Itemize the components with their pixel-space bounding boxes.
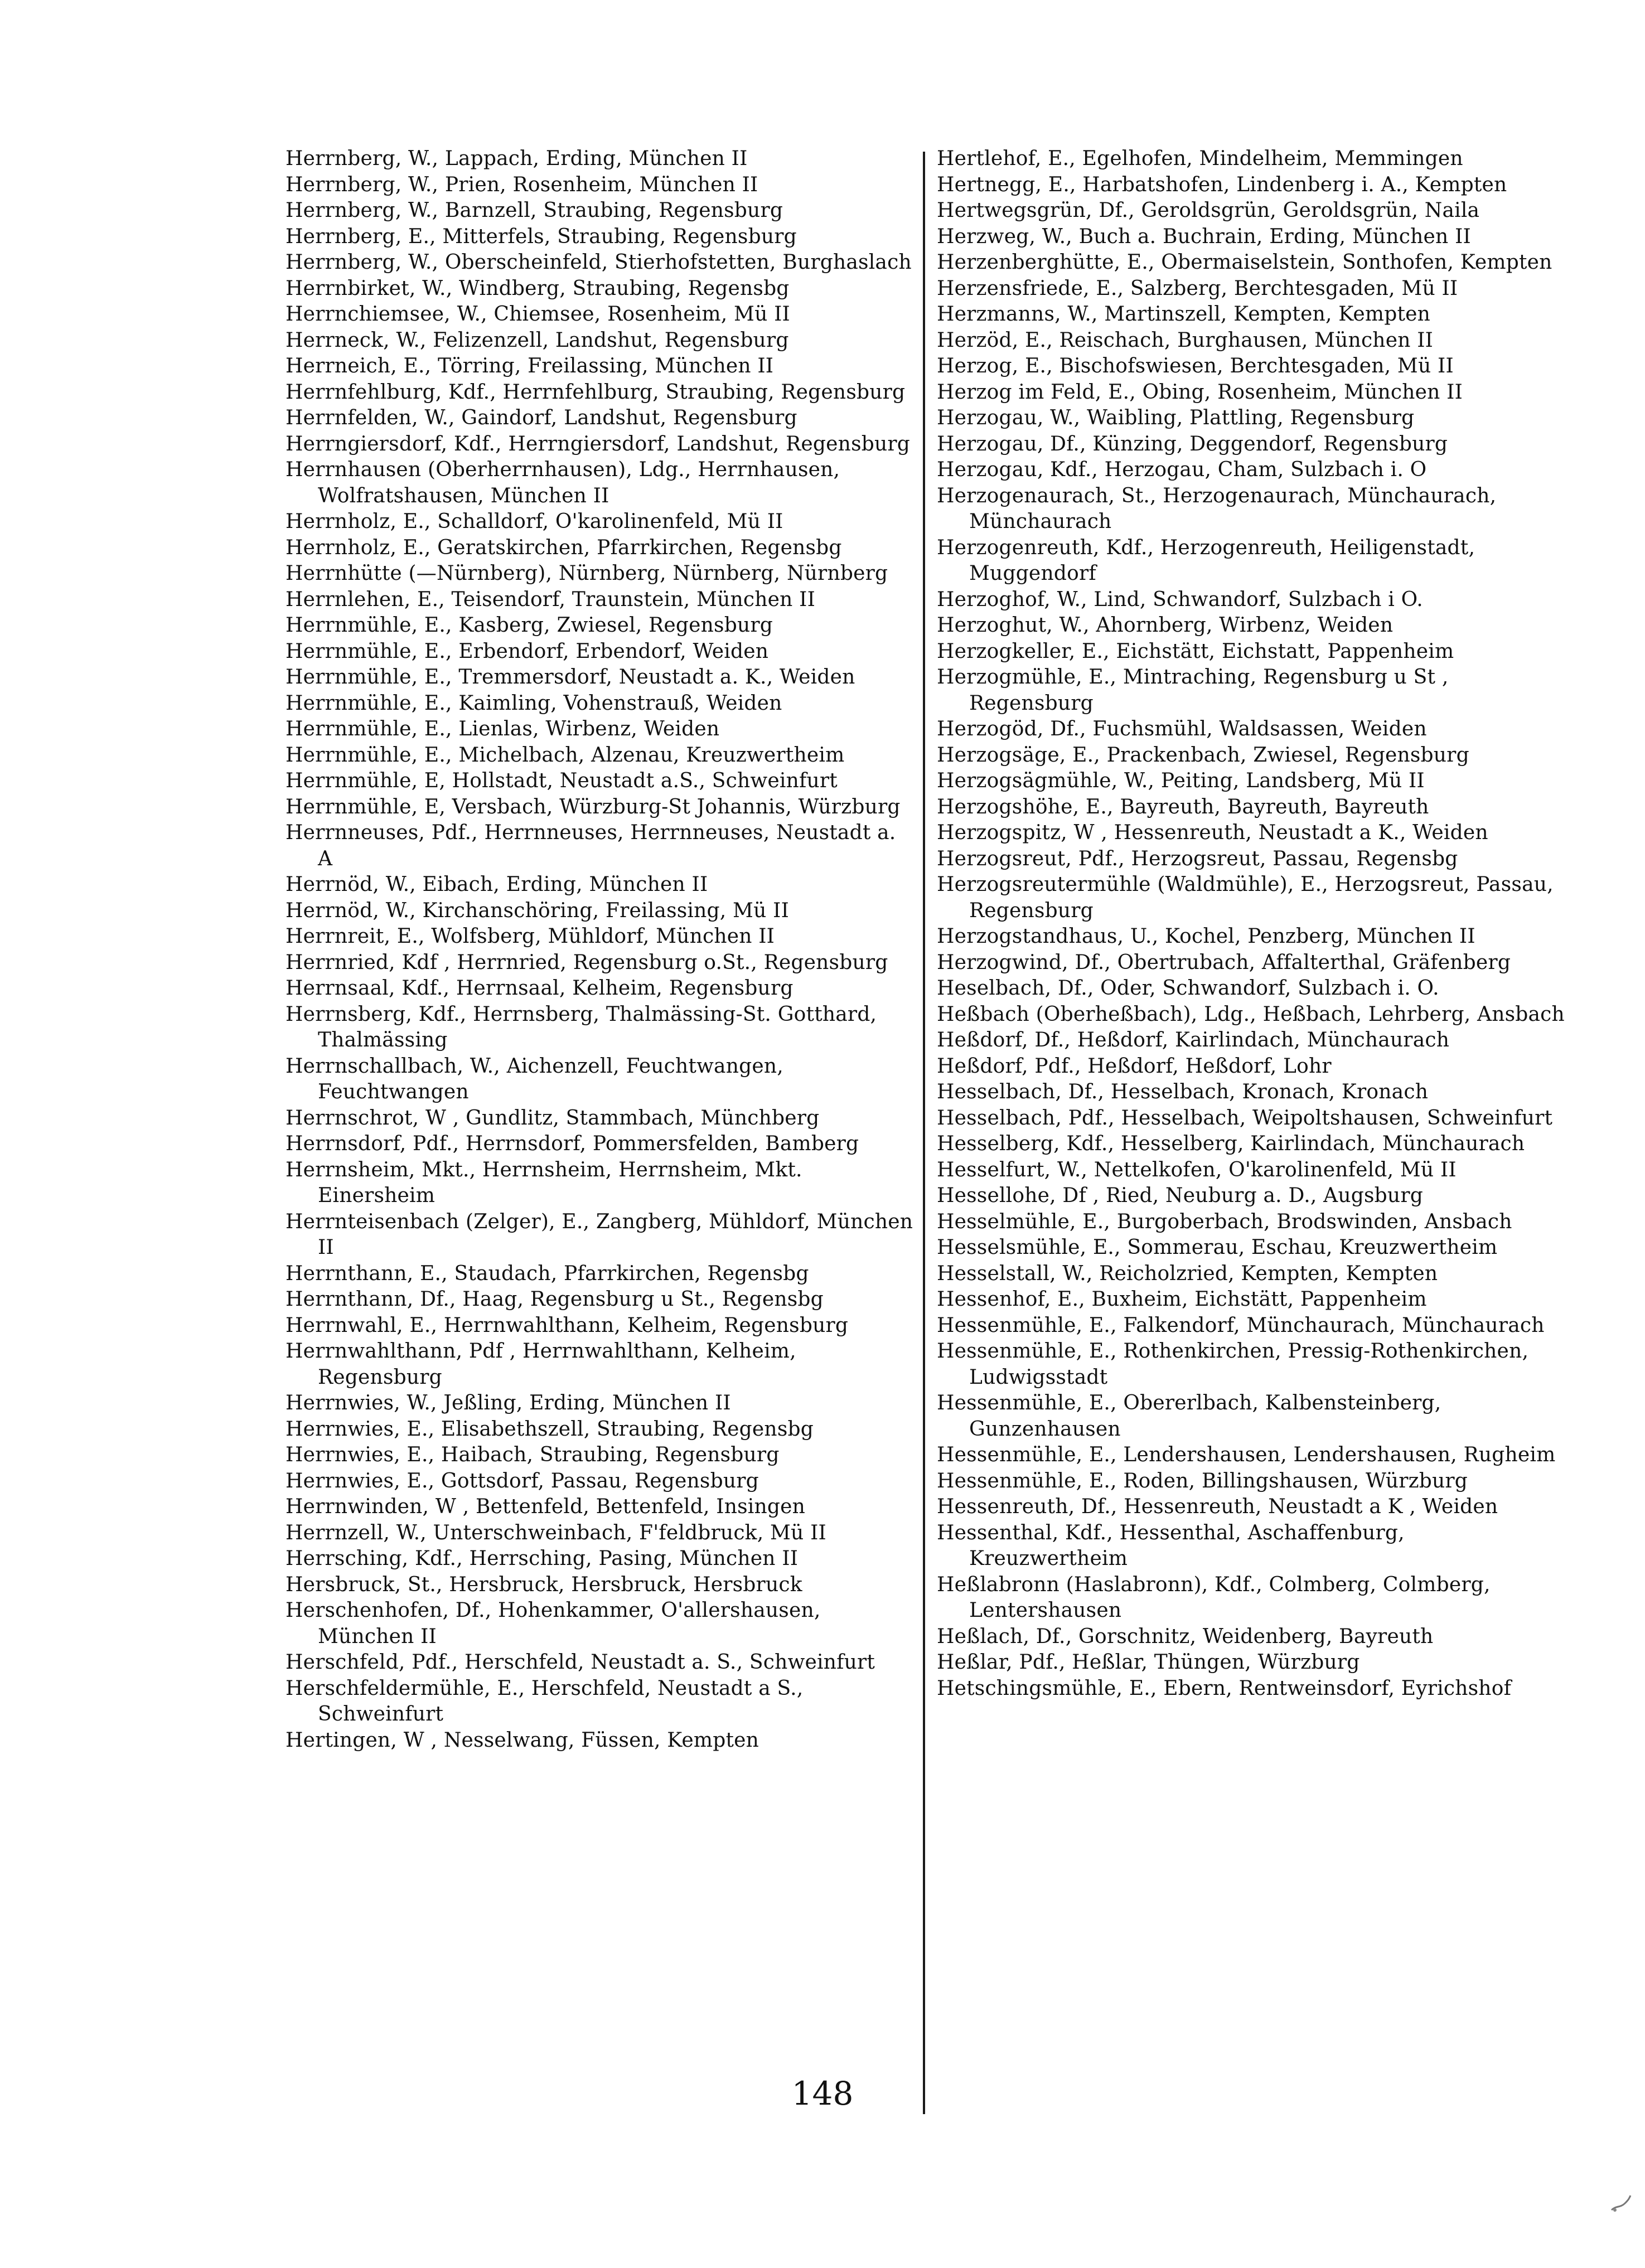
gazetteer-entry: Hertingen, W , Nesselwang, Füssen, Kempten (286, 1728, 759, 1752)
gazetteer-entry: Hertwegsgrün, Df., Geroldsgrün, Geroldsgrün, Naila (937, 199, 1480, 222)
gazetteer-entry: Hesselfurt, W., Nettelkofen, O'karolinenfeld, Mü II (937, 1158, 1457, 1181)
gazetteer-entry: Hertnegg, E., Harbatshofen, Lindenberg i. A., Kempten (937, 173, 1507, 196)
page-number: 148 (791, 2075, 854, 2112)
left-column (286, 146, 916, 1753)
gazetteer-entry: Herrnöd, W., Eibach, Erding, München II (286, 873, 708, 896)
gazetteer-entry: Hesselmühle, E., Burgoberbach, Brodswinden, Ansbach (937, 1210, 1512, 1233)
gazetteer-entry: Herzogöd, Df., Fuchsmühl, Waldsassen, Weiden (937, 718, 1427, 740)
gazetteer-entry: Herrnschrot, W , Gundlitz, Stammbach, Münchberg (286, 1106, 820, 1130)
gazetteer-entry: Herzogwind, Df., Obertrubach, Affalterthal, Gräfenberg (937, 951, 1511, 974)
gazetteer-entry: Herrnmühle, E., Erbendorf, Erbendorf, Weiden (286, 639, 769, 663)
gazetteer-entry: Herrnwies, E., Elisabethszell, Straubing, Regensbg (286, 1417, 814, 1441)
gazetteer-entry: Herrnsdorf, Pdf., Herrnsdorf, Pommersfelden, Bamberg (286, 1132, 859, 1155)
gazetteer-entry: Herzog im Feld, E., Obing, Rosenheim, München II (937, 380, 1463, 404)
gazetteer-entry: Herrnried, Kdf , Herrnried, Regensburg o.St., Regensburg (286, 951, 888, 974)
gazetteer-entry: Hessenthal, Kdf., Hessenthal, Aschaffenburg, Kreuzwertheim (937, 1521, 1405, 1570)
gazetteer-entry: Hessenmühle, E., Lendershausen, Lendershausen, Rugheim (937, 1443, 1556, 1466)
gazetteer-entry: Heßlabronn (Haslabronn), Kdf., Colmberg, Colmberg, Lentershausen (937, 1573, 1491, 1622)
gazetteer-entry: Heßlach, Df., Gorschnitz, Weidenberg, Bayreuth (937, 1625, 1434, 1648)
gazetteer-entry: Herzenberghütte, E., Obermaiselstein, Sonthofen, Kempten (937, 251, 1552, 274)
gazetteer-entry: Herzogstandhaus, U., Kochel, Penzberg, München II (937, 925, 1475, 948)
gazetteer-entry: Herzöd, E., Reischach, Burghausen, München II (937, 328, 1434, 352)
gazetteer-entry: Herzogau, Df., Künzing, Deggendorf, Regensburg (937, 432, 1448, 455)
gazetteer-entry: Herzogenreuth, Kdf., Herzogenreuth, Heiligenstadt, Muggendorf (937, 536, 1475, 585)
gazetteer-entry: Hertlehof, E., Egelhofen, Mindelheim, Memmingen (937, 147, 1463, 170)
gazetteer-entry: Hessenhof, E., Buxheim, Eichstätt, Pappenheim (937, 1288, 1427, 1311)
gazetteer-entry: Herrnwies, W., Jeßling, Erding, München II (286, 1392, 731, 1414)
gazetteer-entry: Herrnreit, E., Wolfsberg, Mühldorf, München II (286, 925, 775, 948)
gazetteer-entry: Herzogsäge, E., Prackenbach, Zwiesel, Regensburg (937, 743, 1469, 767)
gazetteer-entry: Herrnlehen, E., Teisendorf, Traunstein, München II (286, 588, 815, 611)
gazetteer-entry: Hesselberg, Kdf., Hesselberg, Kairlindach, Münchaurach (937, 1132, 1525, 1155)
gazetteer-entry: Herrnberg, W., Lappach, Erding, München II (286, 147, 748, 170)
gazetteer-entry: Herrnfehlburg, Kdf., Herrnfehlburg, Straubing, Regensburg (286, 380, 906, 404)
gazetteer-entry: Herrsching, Kdf., Herrsching, Pasing, München II (286, 1547, 799, 1570)
gazetteer-entry: Herzogsägmühle, W., Peiting, Landsberg, Mü II (937, 769, 1425, 792)
gazetteer-entry: Herrneich, E., Törring, Freilassing, München II (286, 355, 774, 377)
gazetteer-entry: Herrnchiemsee, W., Chiemsee, Rosenheim, Mü II (286, 303, 790, 326)
gazetteer-entry: Hersbruck, St., Hersbruck, Hersbruck, Hersbruck (286, 1573, 802, 1596)
gazetteer-entry: Herrnmühle, E., Lienlas, Wirbenz, Weiden (286, 718, 720, 740)
gazetteer-entry: Herzogsreut, Pdf., Herzogsreut, Passau, Regensbg (937, 847, 1458, 870)
gazetteer-entry: Herrnfelden, W., Gaindorf, Landshut, Regensburg (286, 406, 797, 429)
gazetteer-entry: Herrnsaal, Kdf., Herrnsaal, Kelheim, Regensburg (286, 977, 794, 1000)
gazetteer-entry: Heßlar, Pdf., Heßlar, Thüngen, Würzburg (937, 1651, 1360, 1674)
gazetteer-entry: Herzogshöhe, E., Bayreuth, Bayreuth, Bayreuth (937, 795, 1429, 818)
gazetteer-entry: Herrnhütte (—Nürnberg), Nürnberg, Nürnberg, Nürnberg (286, 562, 888, 585)
gazetteer-entry: Heßdorf, Pdf., Heßdorf, Heßdorf, Lohr (937, 1054, 1332, 1078)
gazetteer-entry: Herrnberg, W., Oberscheinfeld, Stierhofstetten, Burghaslach (286, 251, 912, 274)
gazetteer-entry: Hessenreuth, Df., Hessenreuth, Neustadt a K , Weiden (937, 1495, 1498, 1518)
gazetteer-entry: Herrnsheim, Mkt., Herrnsheim, Herrnsheim, Mkt. Einersheim (286, 1158, 802, 1207)
gazetteer-entry: Herschenhofen, Df., Hohenkammer, O'allershausen, München II (286, 1599, 821, 1648)
gazetteer-entry: Hessellohe, Df , Ried, Neuburg a. D., Augsburg (937, 1184, 1423, 1207)
gazetteer-entry: Herzensfriede, E., Salzberg, Berchtesgaden, Mü II (937, 277, 1458, 300)
gazetteer-entry: Herschfeldermühle, E., Herschfeld, Neustadt a S., Schweinfurt (286, 1676, 804, 1726)
gazetteer-entry: Herschfeld, Pdf., Herschfeld, Neustadt a. S., Schweinfurt (286, 1651, 875, 1674)
gazetteer-entry: Herrnmühle, E, Hollstadt, Neustadt a.S., Schweinfurt (286, 769, 838, 792)
gazetteer-entry: Herzmanns, W., Martinszell, Kempten, Kempten (937, 303, 1431, 326)
column-divider (923, 152, 925, 2114)
gazetteer-entry: Herrnwinden, W , Bettenfeld, Bettenfeld, Insingen (286, 1495, 806, 1518)
gazetteer-entry: Herrnteisenbach (Zelger), E., Zangberg, Mühldorf, München II (286, 1210, 913, 1259)
gazetteer-entry: Hessenmühle, E., Rothenkirchen, Pressig-Rothenkirchen, Ludwigsstadt (937, 1340, 1529, 1389)
right-column (937, 146, 1567, 1702)
gazetteer-entry: Herzogmühle, E., Mintraching, Regensburg u St , Regensburg (937, 666, 1449, 715)
gazetteer-entry: Herrnmühle, E., Tremmersdorf, Neustadt a. K., Weiden (286, 666, 855, 689)
gazetteer-entry: Hessenmühle, E., Obererlbach, Kalbensteinberg, Gunzenhausen (937, 1392, 1441, 1441)
gazetteer-entry: Herrnmühle, E., Kaimling, Vohenstrauß, Weiden (286, 691, 782, 715)
gazetteer-entry: Herzogsreutermühle (Waldmühle), E., Herzogsreut, Passau, Regensburg (937, 873, 1554, 922)
gazetteer-entry: Herrnholz, E., Schalldorf, O'karolinenfeld, Mü II (286, 510, 783, 533)
gazetteer-entry: Herrnwies, E., Gottsdorf, Passau, Regensburg (286, 1469, 759, 1492)
gazetteer-entry: Herrnsberg, Kdf., Herrnsberg, Thalmässing-St. Gotthard, Thalmässing (286, 1002, 877, 1051)
gazetteer-entry: Herrnwies, E., Haibach, Straubing, Regensburg (286, 1443, 780, 1466)
gazetteer-entry: Heßbach (Oberheßbach), Ldg., Heßbach, Lehrberg, Ansbach (937, 1002, 1565, 1026)
gazetteer-entry: Hessenmühle, E., Falkendorf, Münchaurach, Münchaurach (937, 1314, 1545, 1337)
gazetteer-entry: Herrngiersdorf, Kdf., Herrngiersdorf, Landshut, Regensburg (286, 432, 911, 455)
gazetteer-entry: Herrnwahl, E., Herrnwahlthann, Kelheim, Regensburg (286, 1314, 849, 1337)
gazetteer-entry: Herzogau, W., Waibling, Plattling, Regensburg (937, 406, 1415, 429)
gazetteer-entry: Herrnthann, E., Staudach, Pfarrkirchen, Regensbg (286, 1262, 809, 1285)
gazetteer-entry: Herrnberg, W., Prien, Rosenheim, München II (286, 173, 758, 196)
gazetteer-entry: Herrnneuses, Pdf., Herrnneuses, Herrnneuses, Neustadt a. A (286, 821, 896, 870)
gazetteer-entry: Herzoghut, W., Ahornberg, Wirbenz, Weiden (937, 614, 1394, 637)
gazetteer-entry: Hesselbach, Df., Hesselbach, Kronach, Kronach (937, 1080, 1429, 1103)
gazetteer-entry: Herzogspitz, W , Hessenreuth, Neustadt a K., Weiden (937, 821, 1488, 844)
gazetteer-entry: Herzogenaurach, St., Herzogenaurach, Münchaurach, Münchaurach (937, 484, 1497, 533)
gazetteer-entry: Herrneck, W., Felizenzell, Landshut, Regensburg (286, 328, 789, 352)
gazetteer-entry: Herrnthann, Df., Haag, Regensburg u St., Regensbg (286, 1288, 824, 1311)
gazetteer-entry: Hetschingsmühle, E., Ebern, Rentweinsdorf, Eyrichshof (937, 1676, 1512, 1700)
gazetteer-entry: Hesselbach, Pdf., Hesselbach, Weipoltshausen, Schweinfurt (937, 1106, 1553, 1130)
gazetteer-entry: Herrnhausen (Oberherrnhausen), Ldg., Herrnhausen, Wolfratshausen, München II (286, 458, 840, 507)
gazetteer-entry: Herrnberg, W., Barnzell, Straubing, Regensburg (286, 199, 783, 222)
gazetteer-entry: Herzogkeller, E., Eichstätt, Eichstatt, Pappenheim (937, 639, 1454, 663)
gazetteer-entry: Herrnwahlthann, Pdf , Herrnwahlthann, Kelheim, Regensburg (286, 1340, 796, 1389)
gazetteer-entry: Hessenmühle, E., Roden, Billingshausen, Würzburg (937, 1469, 1468, 1492)
scan-mark-icon (1608, 2191, 1633, 2216)
gazetteer-entry: Herrnschallbach, W., Aichenzell, Feuchtwangen, Feuchtwangen (286, 1054, 783, 1103)
gazetteer-entry: Heselbach, Df., Oder, Schwandorf, Sulzbach i. O. (937, 977, 1439, 1000)
gazetteer-entry: Herrnzell, W., Unterschweinbach, F'feldbruck, Mü II (286, 1521, 826, 1544)
gazetteer-entry: Hesselstall, W., Reicholzried, Kempten, Kempten (937, 1262, 1438, 1285)
gazetteer-entry: Herzogau, Kdf., Herzogau, Cham, Sulzbach i. O (937, 458, 1427, 481)
gazetteer-entry: Heßdorf, Df., Heßdorf, Kairlindach, Münchaurach (937, 1029, 1450, 1051)
gazetteer-entry: Herzog, E., Bischofswiesen, Berchtesgaden, Mü II (937, 355, 1454, 377)
gazetteer-entry: Hesselsmühle, E., Sommerau, Eschau, Kreuzwertheim (937, 1236, 1498, 1259)
gazetteer-entry: Herzweg, W., Buch a. Buchrain, Erding, München II (937, 225, 1471, 248)
gazetteer-entry: Herrnmühle, E, Versbach, Würzburg-St Johannis, Würzburg (286, 795, 901, 818)
gazetteer-entry: Herrnöd, W., Kirchanschöring, Freilassing, Mü II (286, 899, 789, 922)
gazetteer-entry: Herrnberg, E., Mitterfels, Straubing, Regensburg (286, 225, 797, 248)
gazetteer-entry: Herzoghof, W., Lind, Schwandorf, Sulzbach i O. (937, 588, 1423, 611)
gazetteer-entry: Herrnmühle, E., Kasberg, Zwiesel, Regensburg (286, 614, 773, 637)
gazetteer-entry: Herrnbirket, W., Windberg, Straubing, Regensbg (286, 277, 790, 300)
gazetteer-entry: Herrnmühle, E., Michelbach, Alzenau, Kreuzwertheim (286, 743, 845, 767)
gazetteer-entry: Herrnholz, E., Geratskirchen, Pfarrkirchen, Regensbg (286, 536, 842, 559)
